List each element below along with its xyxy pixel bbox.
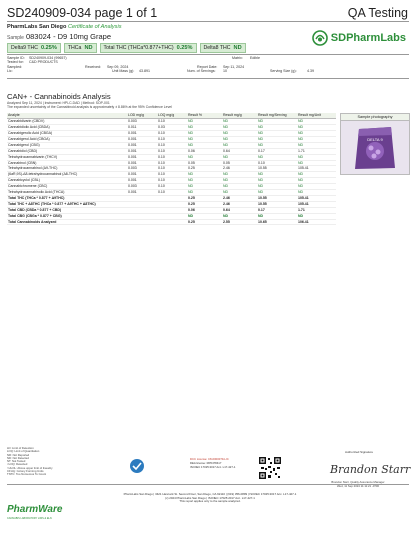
value-cell: 0.17 bbox=[257, 207, 297, 213]
report-title: SD240909-034 page 1 of 1 bbox=[7, 6, 158, 20]
value-cell: ND bbox=[187, 142, 222, 148]
value-cell: 2.55 bbox=[222, 219, 257, 225]
value-cell: 2.46 bbox=[222, 166, 257, 172]
value-cell: 0.001 bbox=[127, 172, 157, 178]
analyte-cell: Tetrahydrocannabinolic Acid (THCA) bbox=[7, 190, 127, 196]
sample-photo-panel bbox=[340, 113, 410, 175]
value-cell: 0.06 bbox=[187, 148, 222, 154]
value-cell: ND bbox=[222, 142, 257, 148]
analyte-cell: Tetrahydrocannabinol (Δ9-THC) bbox=[7, 166, 127, 172]
value-cell: 0.10 bbox=[157, 142, 187, 148]
value-cell: ND bbox=[297, 136, 336, 142]
value-cell: ND bbox=[187, 213, 222, 219]
value-cell: 0.10 bbox=[157, 190, 187, 196]
value-cell: 106.41 bbox=[297, 219, 336, 225]
table-row bbox=[7, 219, 336, 225]
lab-line: PharmLabs San Diego Certificate of Analysis bbox=[7, 24, 122, 30]
value-cell: 105.41 bbox=[297, 195, 336, 201]
value-cell: ND bbox=[187, 172, 222, 178]
column-header: Result % bbox=[187, 113, 222, 119]
info-divider bbox=[7, 54, 409, 55]
pharmware-logo: PharmWare bbox=[7, 504, 63, 515]
legend-note: CFU/g: Colony Forming Units bbox=[7, 469, 44, 474]
value-cell: 0.001 bbox=[127, 178, 157, 184]
pill-total-thc: Total THC (THCa*0.877+THC) 0.25% bbox=[100, 43, 197, 53]
value-cell: ND bbox=[222, 213, 257, 219]
value-cell: ND bbox=[222, 130, 257, 136]
value-cell: 0.10 bbox=[257, 160, 297, 166]
value-cell: 0.10 bbox=[157, 172, 187, 178]
value-cell: ND bbox=[297, 190, 336, 196]
analyte-cell: Cannabigerolic Acid (CBGA) bbox=[7, 130, 127, 136]
table-body bbox=[7, 119, 336, 225]
analyte-cell: Cannabichromene (CBC) bbox=[7, 184, 127, 190]
column-header: LOD mg/g bbox=[127, 113, 157, 119]
photo-header: Sample photography bbox=[341, 114, 409, 121]
value-cell: 0.011 bbox=[127, 125, 157, 131]
value-cell: ND bbox=[187, 136, 222, 142]
value-cell: 0.64 bbox=[222, 148, 257, 154]
photo-brand-text: DELTA 9 bbox=[367, 137, 383, 142]
value-cell: 0.10 bbox=[157, 160, 187, 166]
column-header: Analyte bbox=[7, 113, 127, 119]
value-cell: 0.003 bbox=[127, 184, 157, 190]
value-cell: 0.25 bbox=[187, 166, 222, 172]
column-header: Result mg/g bbox=[222, 113, 257, 119]
qr-code-icon bbox=[258, 456, 282, 480]
lab-logo-icon bbox=[312, 30, 328, 46]
header-divider bbox=[7, 21, 409, 22]
value-cell: ND bbox=[257, 125, 297, 131]
analyte-cell: Total CBG (CBGa * 0.877 + CBG) bbox=[7, 213, 127, 219]
certification-mark-icon bbox=[128, 458, 146, 474]
value-cell: ND bbox=[187, 190, 222, 196]
value-cell: 0.25 bbox=[187, 201, 222, 207]
pill-thca: THCa ND bbox=[64, 43, 97, 53]
value-cell: 1.71 bbox=[297, 207, 336, 213]
results-table bbox=[7, 113, 336, 225]
section-title: CAN+ - Cannabinoids Analysis bbox=[7, 92, 111, 101]
analyte-cell: Cannabicyclol (CBL) bbox=[7, 178, 127, 184]
footer-divider bbox=[7, 484, 409, 485]
value-cell: ND bbox=[297, 142, 336, 148]
value-cell: ND bbox=[297, 160, 336, 166]
authorized-label: Authorized Signature bbox=[345, 450, 374, 454]
lab-logo: SDPharmLabs bbox=[312, 30, 406, 46]
analyte-cell: Cannabidiol (CBD) bbox=[7, 148, 127, 154]
value-cell: ND bbox=[297, 125, 336, 131]
value-cell: ND bbox=[187, 125, 222, 131]
value-cell: ND bbox=[297, 184, 336, 190]
value-cell: 0.10 bbox=[157, 130, 187, 136]
value-cell: 0.10 bbox=[157, 119, 187, 125]
value-cell: ND bbox=[187, 154, 222, 160]
qa-label: QA Testing bbox=[347, 6, 408, 20]
section-divider bbox=[7, 78, 409, 79]
legend-note: LD: Limit of Detection bbox=[7, 446, 34, 450]
column-header: LOQ mg/g bbox=[157, 113, 187, 119]
value-cell: ND bbox=[257, 130, 297, 136]
value-cell: 0.001 bbox=[127, 160, 157, 166]
column-header: Result mg/Serving bbox=[257, 113, 297, 119]
value-cell: 2.46 bbox=[222, 201, 257, 207]
analyte-cell: Tetrahydrocannabivarin (THCV) bbox=[7, 154, 127, 160]
value-cell: ND bbox=[297, 172, 336, 178]
legend-note: <LOQ: Detected bbox=[7, 462, 28, 467]
value-cell: ND bbox=[187, 178, 222, 184]
value-cell: ND bbox=[257, 190, 297, 196]
value-cell bbox=[157, 219, 187, 225]
value-cell: ND bbox=[257, 154, 297, 160]
value-cell: 0.10 bbox=[157, 184, 187, 190]
pill-d8: Delta8 THC ND bbox=[200, 43, 246, 53]
analyte-cell: Cannabidiolic Acid (CBDA) bbox=[7, 125, 127, 131]
value-cell: 0.25 bbox=[187, 195, 222, 201]
legend-note: NR: Not Reported bbox=[7, 452, 30, 457]
value-cell: 0.25 bbox=[187, 219, 222, 225]
value-cell: 0.10 bbox=[157, 166, 187, 172]
value-cell: ND bbox=[222, 190, 257, 196]
legend-note: TNTC: Too Numerous To Count bbox=[7, 472, 47, 477]
value-cell: ND bbox=[187, 184, 222, 190]
signature: Brandon Starr bbox=[330, 463, 411, 476]
value-cell: 1.71 bbox=[297, 148, 336, 154]
analyte-cell: Cannabidivarin (CBDV) bbox=[7, 119, 127, 125]
sample-photo bbox=[341, 121, 409, 174]
value-cell: 0.001 bbox=[127, 142, 157, 148]
value-cell: 0.05 bbox=[187, 160, 222, 166]
value-cell: ND bbox=[297, 154, 336, 160]
value-cell: 0.10 bbox=[157, 136, 187, 142]
value-cell: 10.65 bbox=[257, 219, 297, 225]
value-cell: ND bbox=[297, 178, 336, 184]
value-cell: ND bbox=[222, 125, 257, 131]
analyte-cell: Cannabigerol Acid (CBGA) bbox=[7, 136, 127, 142]
analyte-cell: Total THC (THCa * 0.877 + Δ9THC) bbox=[7, 195, 127, 201]
value-cell: 10.55 bbox=[257, 195, 297, 201]
value-cell: 10.55 bbox=[257, 166, 297, 172]
footer-address: PharmLabs San Diego | 3421 Hancock St. Second Floor, San Diego, CA 92110 | (619) 356-0899 | ISO/IEC 17025:2017 Acc. L17-427-1 (c) 2024 PharmLabs San Diego | ISO/IEC 17025:2017 Acc. L17-427-1 This report applies only to the sample analyzed. bbox=[123, 492, 297, 504]
value-cell: 0.001 bbox=[127, 136, 157, 142]
value-cell: 0.001 bbox=[127, 148, 157, 154]
value-cell: ND bbox=[222, 178, 257, 184]
value-cell: 0.17 bbox=[257, 148, 297, 154]
value-cell: ND bbox=[257, 136, 297, 142]
value-cell: 0.10 bbox=[157, 154, 187, 160]
legend-notes bbox=[7, 447, 52, 477]
value-cell: 0.001 bbox=[127, 190, 157, 196]
value-cell: ND bbox=[257, 172, 297, 178]
value-cell: ND bbox=[222, 136, 257, 142]
value-cell: 0.03 bbox=[157, 125, 187, 131]
legend-note: >ULOL: Above upper limit of linearity bbox=[7, 465, 53, 470]
analyte-cell: Total THC + Δ8THC (THCa * 0.877 + Δ9THC + Δ8THC) bbox=[7, 201, 127, 207]
value-cell bbox=[127, 219, 157, 225]
value-cell: ND bbox=[297, 119, 336, 125]
analyte-cell: Total Cannabinoids Analyzed bbox=[7, 219, 127, 225]
analyte-cell: Cannabigerol (CBG) bbox=[7, 142, 127, 148]
value-cell: ND bbox=[222, 119, 257, 125]
value-cell: ND bbox=[257, 178, 297, 184]
sample-info: Sample ID: SD240909-034 (99657) Matrix: Edible Tested for: C&D PRODUCTS Sampled: Received: Sep 09, 2024 Report Date: Sep 11, 2024 Lic: Unit Mass (g): 43.891 Num. of Servings: 10 Serving Size (g): 4.39 bbox=[7, 56, 314, 74]
value-cell: 105.41 bbox=[297, 201, 336, 207]
column-header: Result mg/Unit bbox=[297, 113, 336, 119]
value-cell: 2.46 bbox=[222, 195, 257, 201]
potency-summary bbox=[7, 43, 246, 53]
value-cell: 105.41 bbox=[297, 166, 336, 172]
value-cell: ND bbox=[257, 142, 297, 148]
section-subtitle: Analyzed Sep 11, 2024 | Instrument: HPLC-DAD | Method: SOP-001 The expanded uncertainty of the Cannabinoid analysis is approximately ± 8.86% at the 95% Confidence Level bbox=[7, 101, 172, 109]
legend-note: LOQ: Limit of Quantitation bbox=[7, 449, 40, 454]
pharmware-tagline: CANNABIS LABORATORY LIMS & ELN bbox=[7, 517, 52, 520]
value-cell: 0.001 bbox=[127, 154, 157, 160]
value-cell: 0.05 bbox=[222, 160, 257, 166]
value-cell: 0.64 bbox=[222, 207, 257, 213]
value-cell: 0.001 bbox=[127, 130, 157, 136]
legend-note: NT: Not Tested bbox=[7, 459, 26, 464]
value-cell: 0.003 bbox=[127, 119, 157, 125]
value-cell: ND bbox=[222, 154, 257, 160]
value-cell: ND bbox=[257, 119, 297, 125]
signer-block: Brandon Starr, Quality Assurance Manager Wed, 11 Sep 2024 11:11:21 -0700 bbox=[331, 480, 385, 488]
value-cell: ND bbox=[257, 213, 297, 219]
value-cell: ND bbox=[187, 119, 222, 125]
sample-line: Sample 083024 - D9 10mg Grape bbox=[7, 32, 112, 41]
value-cell: ND bbox=[297, 130, 336, 136]
value-cell: ND bbox=[187, 130, 222, 136]
value-cell: ND bbox=[257, 184, 297, 190]
value-cell: ND bbox=[222, 172, 257, 178]
accreditation-block: DCC License: C8-0000079-LIC DEA license: RP0478417 ISO/IEC 17025:2017 Acc. L17-427-1 bbox=[190, 457, 235, 469]
value-cell: 0.003 bbox=[127, 166, 157, 172]
value-cell: 0.10 bbox=[157, 148, 187, 154]
analyte-cell: (6aR,9S)-Δ8-tetrahydrocannabinol (Δ8-THC) bbox=[7, 172, 127, 178]
analyte-cell: Cannabinol (CBN) bbox=[7, 160, 127, 166]
value-cell: 0.10 bbox=[157, 178, 187, 184]
value-cell: 0.06 bbox=[187, 207, 222, 213]
value-cell: ND bbox=[222, 184, 257, 190]
value-cell: 10.55 bbox=[257, 201, 297, 207]
value-cell: ND bbox=[297, 213, 336, 219]
pill-d9: Delta9 THC 0.25% bbox=[7, 43, 61, 53]
legend-note: ND: Not Detected bbox=[7, 455, 29, 460]
analyte-cell: Total CBD (CBDa * 0.877 + CBD) bbox=[7, 207, 127, 213]
